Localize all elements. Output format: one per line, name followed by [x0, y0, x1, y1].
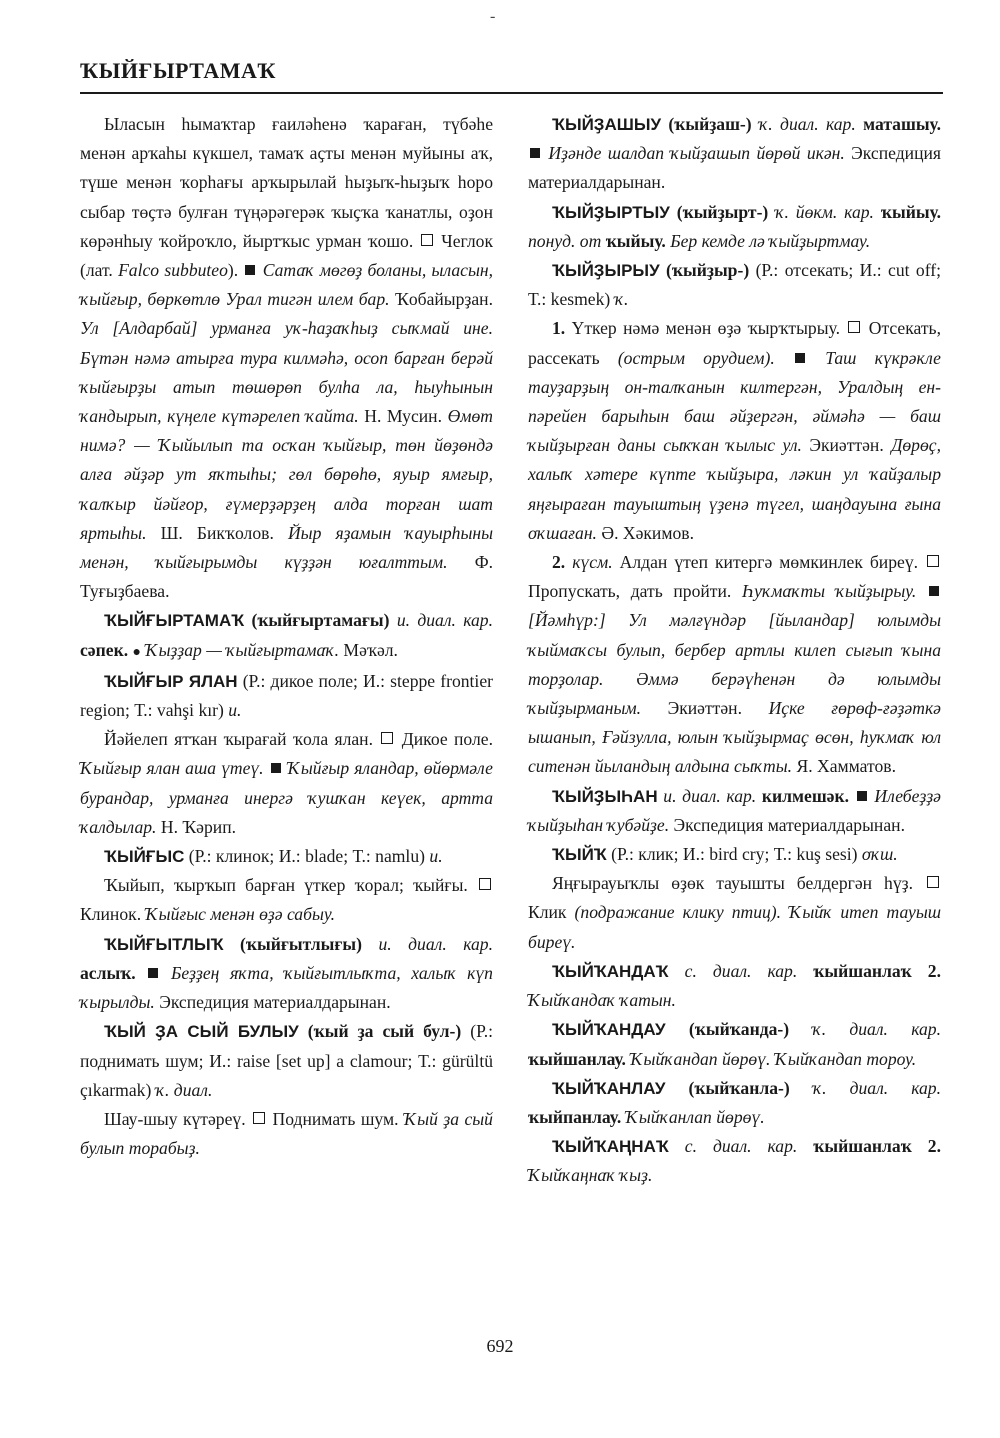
sense-number: 1. [552, 318, 566, 339]
grammar-label: и. диал. кар. [663, 785, 757, 806]
dictionary-entry [80, 842, 493, 871]
example-text: Ҡыйғыс менән өҙә сабыу. [145, 904, 335, 925]
example-marker-icon [271, 763, 281, 773]
dictionary-entry [528, 110, 941, 198]
entry-form: (ҡыйҙаш-) [668, 114, 752, 134]
grammar-label: с. диал. кар. [684, 960, 798, 981]
example-text: Дөрөҫ, халыҡ хәтере күпте ҡыйҙыра, ләкин ул ҡайҙалыр яңғыраған тауыштың үҙенә түгел, шаңдауына ғына оҡшаған. [528, 435, 941, 543]
russian-equivalent: Клинок. [80, 904, 142, 925]
example-text: Ҡыйғыр яландар, өйөрмәле бурандар, урманға инергә ҡушҡан кеүек, артта ҡалдылар. [80, 758, 493, 837]
example-text: Һуҡмаҡты ҡыйҙырыу. [741, 581, 917, 602]
entry-headword: ҠЫЙҒЫТЛЫҠ [104, 934, 224, 954]
example-text: Иҫке ғөрөф-ғәҙәткә ышанып, Ғәйзулла, юлын ҡыйҙырмаҫ өсөн, һуҡмаҡ юл ситенән йыландың алдына сыҡты. [528, 698, 941, 777]
grammar-label: с. диал. кар. [684, 1136, 798, 1157]
grammar-label: ҡ. йөкм. кар. [775, 201, 874, 222]
grammar-label: оҡш. [861, 844, 898, 865]
russian-marker-icon [927, 555, 939, 567]
entry-definition [80, 1105, 493, 1163]
cross-reference: килмешәк. [761, 785, 850, 806]
grammar-label: и. [228, 700, 242, 721]
grammar-label: күсм. [572, 552, 613, 573]
running-head: ҠЫЙҒЫРТАМАҠ [80, 58, 277, 83]
example-text: Йыр яҙамын ҡауырһыны менән, ҡыйғырымды күҙҙән юғалттым. [80, 522, 493, 573]
definition-text: Яңғырауыҡлы өҙөк тауышты белдергән һүҙ. [552, 873, 913, 894]
russian-note: (подражание клику птиц). [574, 902, 782, 923]
cross-reference: маташыу. [863, 114, 941, 134]
bullet-icon: ● [132, 644, 141, 660]
example-text: Ҡыйҡандап йөрөү. Ҡыйҡандап тороу. [630, 1048, 917, 1069]
left-column [80, 110, 493, 1163]
sense-number: 2. [552, 552, 566, 573]
example-text: Иҙәнде шалдап ҡыйҙашып йөрөй икән. [548, 143, 845, 164]
entry-form: (ҡыйғыртамағы) [251, 610, 390, 631]
example-source: Ф. Туғыҙбаева. [80, 552, 493, 602]
russian-equivalent: Чеглок (лат. [80, 230, 493, 281]
translations: (Р.: отсекать; И.: cut off; Т.: kesmek) [528, 260, 941, 310]
entry-definition [80, 871, 493, 929]
grammar-label: и. диал. кар. [378, 933, 493, 954]
entry-headword: ҠЫЙ ҘА СЫЙ БУЛЫУ [104, 1022, 299, 1042]
example-source: Ш. Бикҡолов. [160, 522, 274, 543]
example-source: Ҡобайырҙан. [395, 289, 494, 310]
entry-form: (ҡыйҡанда-) [688, 1019, 790, 1040]
example-source: Мәҡәл. [343, 639, 398, 660]
entry-form: (ҡыйғытлығы) [240, 933, 362, 954]
definition-text: Шау-шыу күтәреү. [104, 1108, 246, 1129]
russian-equivalent: Поднимать шум. [272, 1108, 399, 1129]
example-text: Өмөт нимә? — Ҡыйылып та осҡан ҡыйғыр, төн йөҙөндә алға әйҙәр ут яҡтыһы; гөл бөрөһө, яуыр ямғыр, ҡалҡыр йәйғор, ғүмерҙәрҙең алда торған шат яртыһы. [80, 406, 493, 543]
russian-equivalent: Дикое поле. [401, 729, 493, 750]
entry-headword: ҠЫЙҠАНДАҠ [552, 961, 669, 981]
dictionary-entry [528, 840, 941, 869]
example-text: Сатаҡ мөгөҙ боланы, ыласын, ҡыйғыр, бөркөтлө Урал тигән илем бар. [80, 260, 493, 310]
definition-text: Йәйелеп ятҡан ҡырағай ҡола ялан. [104, 729, 373, 750]
example-text: [Йәмһүр:] Ул мәлғүндәр [йыландар] юлымды ҡыймаҡсы булып, бербер артлы килеп сығып ҡына торҙолар. Әммә берәүһенән дә юлымды ҡыйҙырманым. [528, 610, 941, 719]
entry-headword: ҠЫЙҘАШЫУ [552, 115, 662, 134]
dictionary-entry [80, 606, 493, 666]
grammar-label: ҡ. диал. кар. [759, 114, 856, 134]
entry-headword: ҠЫЙҘЫРЫУ [552, 261, 660, 281]
russian-marker-icon [381, 732, 393, 744]
example-text: Ҡыйҡ итеп тауыш биреү. [528, 902, 942, 952]
example-text: Ҡыҙҙар — ҡыйғыртамаҡ. [145, 639, 340, 660]
example-text: Таш күкрәкле тауҙарҙың он-талҡанын килтергән, Уралдың ен-пәрейен барыһын баш әйҙергән, әймәһә — баш ҡыйҙырған даны сыҡҡан ҡылыс ул. [528, 347, 941, 456]
entry-headword: ҠЫЙҒЫРТАМАҠ [104, 611, 245, 631]
entry-definition [80, 725, 493, 842]
dictionary-entry [528, 256, 941, 314]
example-text: Илебеҙҙә ҡыйҙыһан ҡубәйҙе. [528, 785, 941, 835]
russian-note: (острым орудием). [617, 347, 775, 368]
example-text: Ҡыйҡанлап йөрөү. [625, 1106, 765, 1127]
entry-headword: ҠЫЙҘЫРТЫУ [552, 202, 670, 222]
translations: (Р.: клик; И.: bird cry; Т.: kuş sesi) [611, 844, 858, 865]
example-source: Экспедиция материалдарынан. [528, 143, 941, 193]
example-marker-icon [148, 968, 158, 978]
translations: (Р.: поднимать шум; И.: raise [set up] a clamour; Т.: gürültü çıkarmak) [80, 1021, 493, 1100]
example-marker-icon [245, 265, 255, 275]
translations: (Р.: дикое поле; И.: steppe frontier region; Т.: vahşi kır) [80, 670, 493, 721]
entry-sense [528, 548, 941, 782]
dictionary-entry [528, 957, 941, 1015]
latin-name: Falco subbuteo [118, 260, 228, 281]
russian-marker-icon [479, 878, 491, 890]
entry-form: (ҡый ҙа сый бул-) [307, 1021, 462, 1042]
grammar-label: и. диал. кар. [396, 610, 493, 631]
cross-reference: ҡыйыу. [880, 201, 942, 222]
dictionary-entry [528, 1074, 941, 1132]
translations: (Р.: клинок; И.: blade; Т.: namlu) [188, 846, 425, 867]
example-source: Экиәттән. [667, 698, 742, 719]
example-text: Ул [Алдарбай] урманға уҡ-һаҙаҡһыҙ сыҡмай ине. Бүтән нәмә атырға тура килмәһә, осоп барған берәй ҡыйғырҙы атып төшөрөп булһа ла, һыуһынын ҡандырып, күңеле күтәрелеп ҡайта. [80, 318, 493, 427]
russian-marker-icon [253, 1112, 265, 1124]
cross-reference: аслыҡ. [80, 962, 136, 983]
punctuation: ). [227, 260, 239, 281]
dictionary-entry [528, 198, 941, 256]
definition-text: Ҡыйып, ҡырҡып барған үткер ҡорал; ҡыйғы. [104, 875, 468, 896]
example-text: Ҡыйғыр ялан аша үтеү. [80, 758, 264, 779]
top-mark: - [490, 8, 496, 25]
russian-marker-icon [848, 321, 860, 333]
russian-equivalent: Отсекать, рассекать [528, 318, 941, 368]
dictionary-entry [528, 1015, 941, 1073]
dictionary-entry [528, 782, 941, 840]
entry-form: (ҡыйҡанла-) [688, 1077, 790, 1098]
entry-headword: ҠЫЙҠАНДАУ [552, 1020, 666, 1040]
entry-headword: ҠЫЙҠ [552, 845, 607, 865]
russian-equivalent: Пропускать, дать пройти. [528, 581, 732, 602]
definition-text: Алдан үтеп китергә мөмкинлек биреү. [619, 552, 919, 573]
header-rule [80, 92, 943, 94]
dictionary-entry [80, 1017, 493, 1105]
example-text: Беҙҙең яҡта, ҡыйғытлыҡта, халыҡ күп ҡырылды. [80, 962, 493, 1013]
cross-reference: ҡыйшанлау. [528, 1048, 626, 1069]
russian-marker-icon [421, 234, 433, 246]
dictionary-entry [528, 1132, 941, 1190]
russian-equivalent: Клик [528, 902, 567, 923]
example-marker-icon [530, 148, 540, 158]
entry-headword: ҠЫЙҠАҢНАҠ [552, 1137, 669, 1157]
example-source: Н. Ҡәрип. [160, 816, 237, 837]
entry-form: (ҡыйҙырт-) [676, 201, 769, 222]
dictionary-entry [80, 667, 493, 725]
example-text: Ҡыйҡандаҡ ҡатын. [528, 990, 676, 1011]
example-source: Экспедиция материалдарынан. [159, 992, 391, 1013]
example-source: Я. Хамматов. [796, 756, 896, 777]
entry-definition [528, 869, 941, 957]
example-marker-icon [857, 791, 867, 801]
grammar-label: ҡ. диал. кар. [812, 1019, 941, 1040]
example-marker-icon [795, 353, 805, 363]
definition-text: Ыласын һымаҡтар ғаиләһенә ҡараған, түбәһе менән арҡаһы күкшел, тамаҡ аҫты менән муйыны аҡ, түше менән ҡорһағы арҡырылай һыҙыҡ-һыҙыҡ һоро сыбар төҫтә булған түңәрәгерәк ҡыҫҡа ҡанатлы, оҙон көрәнһыу ҡойроҡло, йыртҡыс урман ҡошо. [80, 114, 493, 251]
entry-headword: ҠЫЙҠАНЛАУ [552, 1078, 666, 1098]
right-column [528, 110, 941, 1191]
cross-reference: ҡыйыу. [605, 230, 666, 251]
grammar-label: ҡ. [614, 289, 629, 310]
example-source: Н. Мусин. [364, 406, 442, 427]
example-source: Ә. Хәкимов. [601, 522, 694, 543]
cross-reference: ҡыйшанлаҡ 2. [813, 960, 941, 981]
entry-sense [528, 314, 941, 548]
example-source: Экспедиция материалдарынан. [673, 814, 905, 835]
grammar-label: ҡ. диал. [155, 1079, 213, 1100]
page-number: 692 [486, 1336, 514, 1356]
entry-form: (ҡыйҙыр-) [666, 260, 750, 281]
example-source: Экиәттән. [809, 435, 884, 456]
entry-headword: ҠЫЙҒЫС [104, 847, 185, 867]
grammar-label: понуд. от [528, 230, 602, 251]
grammar-label: ҡ. диал. кар. [812, 1077, 941, 1098]
example-marker-icon [929, 586, 939, 596]
entry-continuation [80, 110, 493, 606]
definition-text: Үткер нәмә менән өҙә ҡырҡтырыу. [571, 318, 840, 339]
example-text: Ҡыйҡаңнаҡ ҡыҙ. [528, 1165, 653, 1186]
cross-reference: сәпек. [80, 639, 129, 660]
cross-reference: ҡыйпанлау. [528, 1106, 622, 1127]
entry-headword: ҠЫЙҘЫҺАН [552, 786, 658, 806]
grammar-label: и. [429, 846, 443, 867]
russian-marker-icon [927, 876, 939, 888]
example-text: Ҡый ҙа сый булып торабыҙ. [80, 1108, 493, 1159]
entry-headword: ҠЫЙҒЫР ЯЛАН [104, 671, 238, 691]
cross-reference: ҡыйшанлаҡ 2. [813, 1136, 941, 1157]
example-text: Бер кемде лә ҡыйҙыртмау. [670, 230, 871, 251]
dictionary-entry [80, 930, 493, 1018]
